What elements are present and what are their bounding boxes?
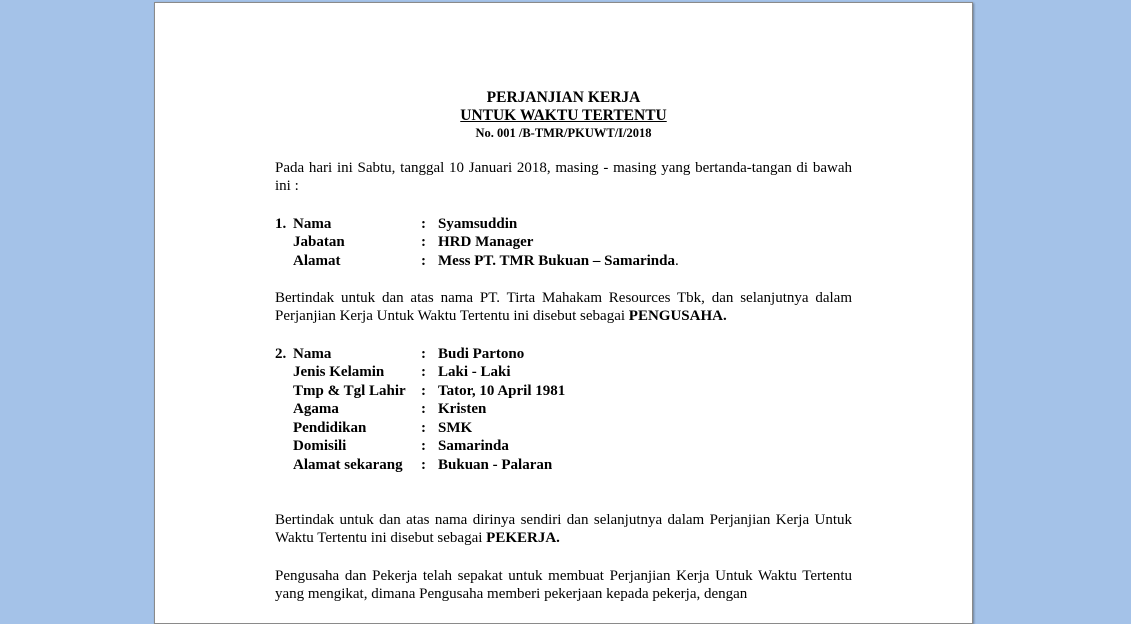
party1-label: Alamat: [293, 252, 341, 269]
party2-row-nama: 2. Nama : Budi Partono: [275, 345, 852, 364]
party1-row-nama: 1. Nama : Syamsuddin: [275, 215, 852, 234]
party1-details: [275, 215, 852, 271]
party2-details: [275, 345, 852, 475]
title-line2: UNTUK WAKTU TERTENTU: [460, 107, 667, 124]
party1-label: Jabatan: [293, 234, 345, 251]
party2-label: Pendidikan: [293, 419, 367, 436]
title-line1: PERJANJIAN KERJA: [486, 89, 641, 106]
document-content: [275, 89, 852, 603]
party2-label: Alamat sekarang: [293, 456, 403, 473]
party1-value: HRD Manager: [438, 234, 534, 251]
role-pengusaha: PENGUSAHA.: [628, 308, 727, 325]
party2-label: Nama: [293, 345, 332, 362]
party2-row-pendidikan: Pendidikan : SMK: [275, 419, 852, 438]
party2-value: SMK: [438, 419, 473, 436]
party1-value: Mess PT. TMR Bukuan – Samarinda.: [438, 252, 679, 269]
document-page: [154, 2, 973, 624]
party1-label: Nama: [293, 215, 332, 232]
party2-row-tmp-tgl-lahir: Tmp & Tgl Lahir : Tator, 10 April 1981: [275, 382, 852, 401]
party1-row-alamat: Alamat : Mess PT. TMR Bukuan – Samarinda.: [275, 252, 852, 271]
party1-number: 1.: [275, 215, 287, 232]
party2-row-agama: Agama : Kristen: [275, 400, 852, 419]
role-pekerja: PEKERJA.: [486, 530, 560, 547]
party2-value: Bukuan - Palaran: [438, 456, 553, 473]
party2-value: Tator, 10 April 1981: [438, 382, 566, 399]
party2-label: Agama: [293, 401, 339, 418]
party2-label: Tmp & Tgl Lahir: [293, 382, 406, 399]
party2-row-jenis-kelamin: Jenis Kelamin : Laki - Laki: [275, 363, 852, 382]
party2-value: Samarinda: [438, 438, 509, 455]
closing-paragraph: Pengusaha dan Pekerja telah sepakat untuk membuat Perjanjian Kerja Untuk Waktu Tertentu yang mengikat, dimana Pengusaha memberi pekerjaan kepada pekerja, dengan: [275, 567, 852, 603]
party2-statement: Bertindak untuk dan atas nama dirinya sendiri dan selanjutnya dalam Perjanjian Kerja Untuk Waktu Tertentu ini disebut sebagai PEKERJA.: [275, 512, 852, 547]
party1-row-jabatan: Jabatan : HRD Manager: [275, 233, 852, 252]
party2-label: Jenis Kelamin: [293, 364, 385, 381]
party2-value: Kristen: [438, 401, 487, 418]
party2-value: Laki - Laki: [438, 364, 511, 381]
party2-value: Budi Partono: [438, 345, 525, 362]
party2-row-alamat-sekarang: Alamat sekarang : Bukuan - Palaran: [275, 456, 852, 475]
party1-statement: Bertindak untuk dan atas nama PT. Tirta Mahakam Resources Tbk, dan selanjutnya dalam Perjanjian Kerja Untuk Waktu Tertentu ini disebut sebagai PENGUSAHA.: [275, 290, 852, 325]
document-number: No. 001 /B-TMR/PKUWT/I/2018: [475, 126, 652, 140]
document-title: [275, 89, 852, 141]
party2-row-domisili: Domisili : Samarinda: [275, 437, 852, 456]
party2-number: 2.: [275, 345, 287, 362]
party1-value: Syamsuddin: [438, 215, 518, 232]
party2-label: Domisili: [293, 438, 347, 455]
intro-paragraph: Pada hari ini Sabtu, tanggal 10 Januari 2018, masing - masing yang bertanda-tangan di bawah ini :: [275, 160, 852, 195]
